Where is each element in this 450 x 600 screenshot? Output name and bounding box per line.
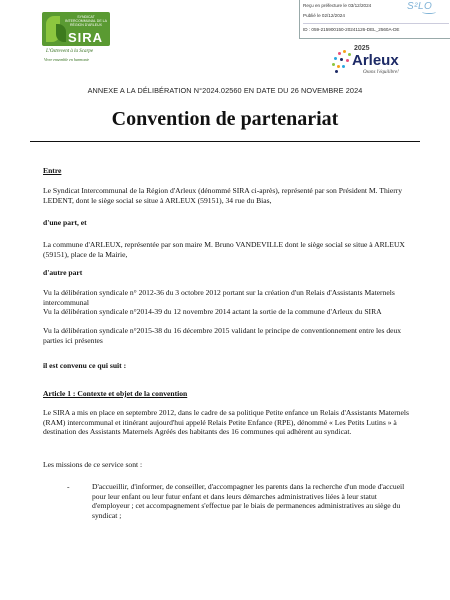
bullet-dash: - [67,482,70,491]
title-divider [30,141,420,142]
missions-intro: Les missions de ce service sont : [43,460,143,469]
sira-logo-box [42,12,110,46]
party-sira-text: Le Syndicat Intercommunal de la Région d'Arleux (dénommé SIRA ci-après), représenté par son Président M. Thierry LEDENT, dont le siège social se situe à ARLEUX (59151), 34 rue du Bias, [43,186,403,205]
sira-logo [42,12,114,74]
arleux-wordmark: Arleux [352,52,399,69]
prefecture-stamp [299,0,450,39]
slo-swoosh-icon [422,10,436,14]
sira-header-text: SYNDICAT INTERCOMMUNAL DE LA RÉGION D'ARLEUX [65,15,107,27]
arleux-logo [330,44,430,84]
arleux-tagline: Osons l'équilibre! [363,70,399,75]
party-sira-paragraph [43,186,418,205]
annex-heading: ANNEXE A LA DÉLIBÉRATION N°2024.02560 EN DATE DU 26 NOVEMBRE 2024 [87,86,363,95]
vu-deliberation-2: Vu la délibération syndicale n°2014-39 du 12 novembre 2014 actant la sortie de la commune d'Arleux du SIRA [43,307,382,316]
entre-heading: Entre [43,166,62,175]
vu-deliberation-3: Vu la délibération syndicale n°2015-38 du 16 décembre 2015 validant le principe de conventionnement entre les deux parties ici présentes [43,326,402,345]
article-1-heading: Article 1 : Contexte et objet de la convention [43,389,188,398]
vu-deliberation-1: Vu la délibération syndicale n° 2012-36 du 3 octobre 2012 portant sur la création d'un Relais d'Assistants Maternels intercommunal [43,288,395,307]
slo-logo: S²LO [407,1,433,12]
party-arleux-text: La commune d'ARLEUX, représentée par son maire M. Bruno VANDEVILLE dont le siège social se situe à ARLEUX (59151), place de la Mairie, [43,240,405,259]
document-title: Convention de partenariat [111,108,339,130]
stamp-published-date: Publié le 02/12/2024 [303,13,345,18]
mission-bullet-1: D'accueillir, d'informer, de conseiller, d'accompagner les parents dans la recherche d'un mode d'accueil pour leur enfant ou leur futur enfant et dans leurs démarches administratives liées à leur statut d'employeur ; cet accompagnement s'effectue par le biais de permanences administratives au siège du syndicat ; [92,482,405,520]
sira-tagline: Vivre ensemble en harmonie [44,57,90,62]
sira-subtitle: L'Ostrevent à la Scarpe [46,49,94,54]
sira-wordmark: SIRA [68,30,104,45]
party-arleux-paragraph [43,240,418,259]
article-1-paragraph: Le SIRA a mis en place en septembre 2012, dans le cadre de sa politique Petite enfance un Relais d'Assistants Maternels (RAM) intercommunal et itinérant aujourd'hui appelé Relais Petite Enfance (RPE), dénommé « Les Petits Lutins » à destination des Assistants Maternels Agréés des habitants des 16 communes qui adhèrent au syndicat. [43,408,409,436]
convenu-label: il est convenu ce qui suit : [43,361,127,370]
dautre-part-label: d'autre part [43,268,83,277]
dune-part-label: d'une part, et [43,218,87,227]
stamp-id: ID : 059-215900150-20241126-DEL_2560A-DE [303,23,449,32]
stamp-received-date: Reçu en préfecture le 03/12/2024 [303,3,372,8]
arleux-year: 2025 [354,45,370,52]
